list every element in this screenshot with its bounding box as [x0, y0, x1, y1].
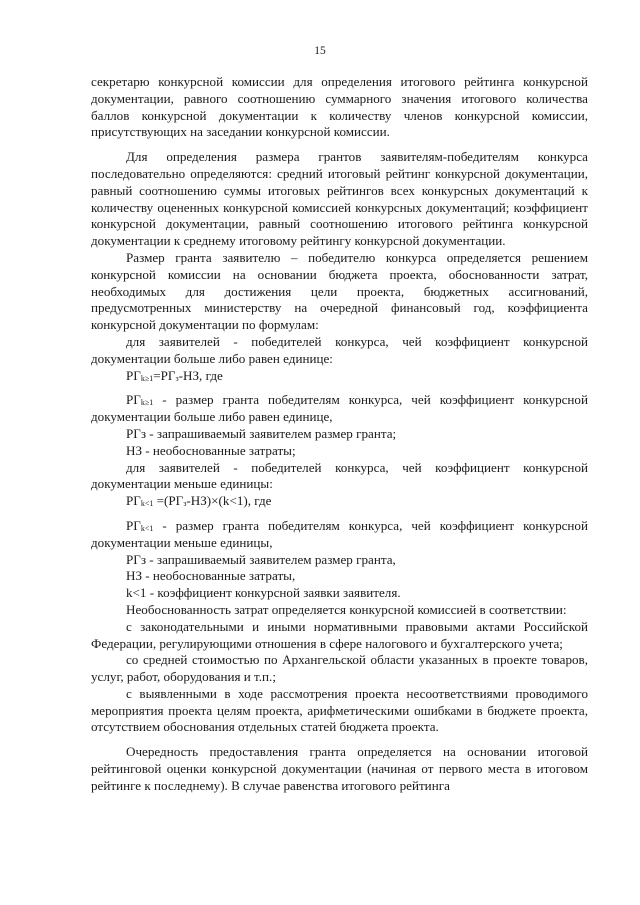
paragraph-grant-size-decision: Размер гранта заявителю – победителю конкурса определяется решением конкурсной комиссии на основании бюджета проекта, обоснованности затрат, необходимых для достижения цели проекта, бюджетных ассигнований, предусмотренных министерству на очередной финансовый год, коэффициента конкурсной документации по формулам:: [91, 249, 588, 333]
definition-rg-k-lt-1: $РГ_{k<1}$ - размер гранта победителям конкурса, чей коэффициент конкурсной документации меньше единицы,: [91, 517, 588, 550]
paragraph-unjustified-costs: Необоснованность затрат определяется конкурсной комиссией в соответствии:: [126, 601, 567, 617]
definition-k-lt-1: k<1 - коэффициент конкурсной заявки заявителя.: [126, 585, 401, 601]
definition-rg-k-ge-1: $РГ_{k\ge 1}$ - размер гранта победителям конкурса, чей коэффициент конкурсной документации больше либо равен единице,: [91, 392, 588, 425]
definition-nz-2: НЗ - необоснованные затраты,: [126, 568, 296, 584]
page-number: 15: [314, 45, 326, 57]
body-text: [91, 74, 588, 795]
formula-k-ge-1: $РГ_{k\ge 1}=РГ_з-НЗ$, где: [126, 367, 223, 383]
formula-k-lt-1: $РГ_{k<1} =(РГ_з-НЗ)\times(k<1)$, где: [126, 493, 272, 509]
list-item-inconsistencies: с выявленными в ходе рассмотрения проекта несоответствиями проводимого мероприятия проекта целям проекта, арифметическими ошибками в бюджете проекта, отсутствием обоснования отдельных статей бюджета проекта.: [91, 685, 588, 735]
paragraph-commission-rating: секретарю конкурсной комиссии для определения итогового рейтинга конкурсной документации, равного соотношению суммарного значения итогового количества баллов конкурсной документации к количеству членов конкурсной комиссии, присутствующих на заседании конкурсной комиссии.: [91, 74, 588, 140]
paragraph-condition-k-ge-1: для заявителей - победителей конкурса, чей коэффициент конкурсной документации больше либо равен единице:: [91, 333, 588, 366]
definition-rg-z-2: РГз - запрашиваемый заявителем размер гранта,: [126, 551, 396, 567]
definition-rg-z: РГз - запрашиваемый заявителем размер гранта;: [126, 425, 397, 441]
list-item-legislation: с законодательными и иными нормативными правовыми актами Российской Федерации, регулирующими отношения в сфере налогового и бухгалтерского учета;: [91, 618, 588, 651]
paragraph-grant-order: Очередность предоставления гранта определяется на основании итоговой рейтинговой оценки конкурсной документации (начиная от первого места в итоговом рейтинге к последнему). В случае равенства итогового рейтинга: [91, 744, 588, 793]
list-item-average-cost: со средней стоимостью по Архангельской области указанных в проекте товаров, услуг, работ, оборудования и т.п.;: [91, 652, 588, 685]
paragraph-condition-k-lt-1: для заявителей - победителей конкурса, чей коэффициент конкурсной документации меньше единицы:: [91, 459, 588, 492]
paragraph-grant-size-method: Для определения размера грантов заявителям-победителям конкурса последовательно определяются: средний итоговый рейтинг конкурсной документации, равный соотношению суммы итоговых рейтингов всех конкурсных документаций к количеству оцененных конкурсной комиссией конкурсных документаций; коэффициент конкурсной документации, равный соотношению итогового рейтинга конкурсной документации к среднему итоговому рейтингу конкурсной документации.: [91, 149, 588, 249]
definition-nz: НЗ - необоснованные затраты;: [126, 442, 296, 458]
